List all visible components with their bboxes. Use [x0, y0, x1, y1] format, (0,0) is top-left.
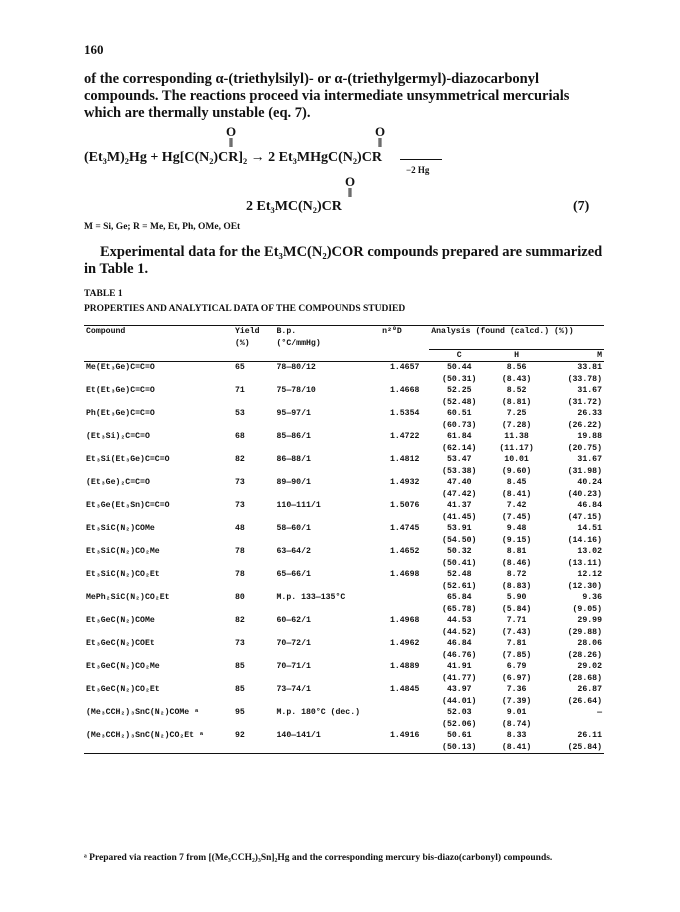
arrow-label: −2 Hg [406, 165, 430, 175]
cell-empty [275, 535, 381, 547]
cell-h-found: 8.33 [506, 731, 527, 740]
reaction-arrow [400, 159, 442, 160]
cell-bp: 70—71/1 [276, 662, 311, 671]
cell-empty [275, 374, 381, 386]
table-row [84, 638, 604, 650]
cell-c-calcd: (44.01) [442, 696, 477, 706]
cell-empty [380, 420, 429, 432]
equation-legend: M = Si, Ge; R = Me, Et, Ph, OMe, OEt [84, 222, 241, 232]
cell-bp: 95—97/1 [276, 409, 311, 418]
table-row-calcd [84, 466, 604, 478]
table-row [84, 615, 604, 627]
cell-h-found: 8.72 [506, 570, 527, 579]
cell-compound: Et₃GeC(N₂)COMe [86, 616, 155, 625]
cell-nd: 1.5354 [389, 409, 420, 418]
table-row [84, 385, 604, 397]
table-row-calcd [84, 581, 604, 593]
properties-table [84, 325, 604, 754]
cell-nd: 1.4812 [389, 455, 420, 464]
cell-h-found: 10.01 [504, 455, 529, 464]
cell-compound: Et₃Ge(Et₃Sn)C=C=O [86, 501, 170, 510]
cell-empty [275, 443, 381, 455]
cell-empty [233, 604, 275, 616]
cell-m-found: — [597, 708, 602, 717]
cell-bp: 86—88/1 [276, 455, 311, 464]
cell-empty [233, 650, 275, 662]
cell-empty [233, 627, 275, 639]
cell-m-calcd: (47.15) [567, 512, 602, 522]
cell-c-found: 41.37 [446, 501, 472, 510]
cell-yield: 78 [234, 547, 245, 556]
table-row-calcd [84, 374, 604, 386]
cell-c-found: 52.25 [446, 386, 472, 395]
cell-empty [84, 650, 233, 662]
cell-yield: 95 [234, 708, 245, 717]
cell-m-found: 33.81 [577, 363, 602, 372]
cell-yield: 68 [234, 432, 245, 441]
cell-empty [380, 466, 429, 478]
cell-yield: 73 [234, 501, 245, 510]
cell-m-found: 12.12 [577, 570, 602, 579]
cell-m-found: 26.33 [577, 409, 602, 418]
carbonyl-o-1: O ‖ [225, 124, 237, 150]
cell-m-found: 29.99 [577, 616, 602, 625]
cell-nd [380, 707, 429, 719]
cell-empty [275, 742, 381, 754]
cell-bp: 140—141/1 [276, 731, 321, 740]
table-row-calcd [84, 604, 604, 616]
cell-empty [233, 466, 275, 478]
cell-bp: 85—86/1 [276, 432, 311, 441]
cell-empty [380, 719, 429, 731]
cell-h-calcd: (8.83) [501, 581, 532, 591]
cell-empty [84, 742, 233, 754]
header-compound: Compound [86, 327, 126, 336]
cell-nd: 1.4968 [389, 616, 420, 625]
cell-h-calcd: (8.74) [501, 719, 532, 729]
header-yield: Yield (%) [234, 327, 260, 348]
cell-bp: 70—72/1 [276, 639, 311, 648]
table-row [84, 569, 604, 581]
cell-h-calcd: (9.60) [501, 466, 532, 476]
cell-m-found: 26.11 [577, 731, 602, 740]
table-row [84, 477, 604, 489]
cell-empty [233, 673, 275, 685]
cell-empty [380, 535, 429, 547]
cell-m-calcd: (33.78) [567, 374, 602, 384]
cell-h-found: 8.45 [506, 478, 527, 487]
cell-empty [233, 696, 275, 708]
cell-empty [380, 742, 429, 754]
header-bp: B.p. (°C/mmHg) [276, 327, 321, 348]
cell-h-found: 7.71 [506, 616, 527, 625]
cell-empty [84, 696, 233, 708]
cell-empty [84, 581, 233, 593]
cell-compound: Et(Et₃Ge)C=C=O [86, 386, 155, 395]
cell-nd: 1.4657 [389, 363, 420, 372]
page-number: 160 [84, 42, 104, 57]
cell-h-found: 9.48 [506, 524, 527, 533]
cell-m-calcd: (26.22) [567, 420, 602, 430]
cell-m-found: 29.02 [577, 662, 602, 671]
cell-h-found: 8.56 [506, 363, 527, 372]
table-row-calcd [84, 673, 604, 685]
cell-m-calcd: (28.68) [567, 673, 602, 683]
cell-h-calcd: (7.45) [501, 512, 532, 522]
cell-nd: 1.4668 [389, 386, 420, 395]
cell-empty [233, 443, 275, 455]
cell-empty [275, 558, 381, 570]
cell-h-calcd: (7.85) [501, 650, 532, 660]
table-row [84, 546, 604, 558]
cell-empty [380, 558, 429, 570]
cell-empty [84, 558, 233, 570]
cell-empty [275, 627, 381, 639]
cell-m-calcd: (31.72) [567, 397, 602, 407]
cell-empty [380, 650, 429, 662]
cell-c-calcd: (41.77) [442, 673, 477, 683]
cell-c-calcd: (52.61) [442, 581, 477, 591]
cell-c-calcd: (50.13) [442, 742, 477, 752]
cell-nd: 1.4889 [389, 662, 420, 671]
cell-empty [84, 604, 233, 616]
cell-yield: 71 [234, 386, 245, 395]
cell-bp: 73—74/1 [276, 685, 311, 694]
cell-empty [84, 489, 233, 501]
cell-empty [380, 443, 429, 455]
cell-h-found: 5.90 [506, 593, 527, 602]
cell-m-calcd [544, 719, 604, 731]
cell-empty [275, 696, 381, 708]
intro-paragraph: of the corresponding α-(triethylsilyl)- or α-(triethylgermyl)-diazocarbonyl compounds. The reactions proceed via intermediate unsymmetrical mercurials which are thermally unstable (eq. 7). [84, 71, 570, 121]
cell-empty [84, 420, 233, 432]
table-row [84, 707, 604, 719]
table-row-calcd [84, 742, 604, 754]
header-nd: n²⁰D [382, 327, 402, 336]
table-row [84, 592, 604, 604]
cell-m-calcd: (14.16) [567, 535, 602, 545]
table-row [84, 408, 604, 420]
cell-c-found: 53.47 [446, 455, 472, 464]
cell-m-found: 28.06 [577, 639, 602, 648]
cell-empty [84, 719, 233, 731]
cell-empty [380, 489, 429, 501]
cell-m-found: 9.36 [582, 593, 602, 602]
cell-c-calcd: (52.06) [442, 719, 477, 729]
cell-empty [275, 650, 381, 662]
cell-empty [84, 673, 233, 685]
cell-empty [84, 512, 233, 524]
cell-bp: 60—62/1 [276, 616, 311, 625]
cell-compound: Et₃GeC(N₂)CO₂Me [86, 662, 160, 671]
cell-nd: 1.4698 [389, 570, 420, 579]
cell-h-calcd: (8.41) [501, 742, 532, 752]
cell-compound: Me(Et₃Ge)C=C=O [86, 363, 155, 372]
cell-h-calcd: (8.43) [501, 374, 532, 384]
cell-empty [84, 535, 233, 547]
cell-m-calcd: (9.05) [572, 604, 602, 614]
cell-nd: 1.4745 [389, 524, 420, 533]
carbonyl-o-3: O ‖ [344, 174, 356, 200]
cell-compound: MePh₂SiC(N₂)CO₂Et [86, 593, 170, 602]
cell-c-calcd: (65.78) [442, 604, 477, 614]
cell-c-calcd: (46.76) [442, 650, 477, 660]
cell-yield: 78 [234, 570, 245, 579]
cell-h-calcd: (7.43) [501, 627, 532, 637]
table-title: PROPERTIES AND ANALYTICAL DATA OF THE COMPOUNDS STUDIED [84, 304, 406, 314]
header-h: H [489, 349, 544, 362]
cell-compound: (Me₃CCH₂)₃SnC(N₂)CO₂Et ᵃ [86, 731, 204, 740]
cell-empty [275, 489, 381, 501]
cell-m-found: 13.02 [577, 547, 602, 556]
cell-bp: 63—64/2 [276, 547, 311, 556]
cell-c-calcd: (47.42) [442, 489, 477, 499]
cell-yield: 65 [234, 363, 245, 372]
cell-empty [275, 420, 381, 432]
cell-m-found: 31.67 [577, 386, 602, 395]
cell-m-found: 26.87 [577, 685, 602, 694]
cell-h-calcd: (8.41) [501, 489, 532, 499]
cell-c-found: 52.03 [446, 708, 472, 717]
cell-empty [275, 604, 381, 616]
cell-nd: 1.5076 [389, 501, 420, 510]
cell-empty [380, 512, 429, 524]
cell-yield: 48 [234, 524, 245, 533]
cell-yield: 80 [234, 593, 245, 602]
cell-empty [233, 397, 275, 409]
table-label: TABLE 1 [84, 289, 123, 299]
cell-c-calcd: (53.38) [442, 466, 477, 476]
table-row-calcd [84, 420, 604, 432]
cell-empty [380, 581, 429, 593]
cell-h-calcd: (11.17) [499, 443, 534, 453]
cell-m-found: 40.24 [577, 478, 602, 487]
cell-yield: 92 [234, 731, 245, 740]
table-row [84, 431, 604, 443]
cell-nd: 1.4916 [389, 731, 420, 740]
cell-compound: Et₃Si(Et₃Ge)C=C=O [86, 455, 170, 464]
cell-empty [275, 512, 381, 524]
cell-empty [233, 742, 275, 754]
cell-h-calcd: (8.81) [501, 397, 532, 407]
cell-c-calcd: (41.45) [442, 512, 477, 522]
cell-empty [233, 581, 275, 593]
table-row [84, 523, 604, 535]
cell-c-found: 61.84 [446, 432, 472, 441]
cell-c-calcd: (44.52) [442, 627, 477, 637]
table-row-calcd [84, 719, 604, 731]
cell-empty [233, 535, 275, 547]
table-row [84, 454, 604, 466]
cell-empty [84, 627, 233, 639]
cell-h-calcd: (7.28) [501, 420, 532, 430]
cell-compound: Et₃SiC(N₂)COMe [86, 524, 155, 533]
cell-empty [380, 696, 429, 708]
cell-m-found: 14.51 [577, 524, 602, 533]
cell-empty [275, 673, 381, 685]
cell-m-calcd: (29.88) [567, 627, 602, 637]
cell-empty [84, 374, 233, 386]
cell-empty [233, 558, 275, 570]
table-row-calcd [84, 696, 604, 708]
cell-yield: 85 [234, 685, 245, 694]
cell-c-found: 50.61 [446, 731, 472, 740]
cell-empty [380, 627, 429, 639]
table-row-calcd [84, 627, 604, 639]
cell-empty [233, 489, 275, 501]
cell-c-found: 46.84 [446, 639, 472, 648]
table-row-calcd [84, 558, 604, 570]
cell-yield: 82 [234, 616, 245, 625]
cell-m-calcd: (20.75) [567, 443, 602, 453]
cell-compound: Et₃GeC(N₂)COEt [86, 639, 155, 648]
cell-c-found: 50.44 [446, 363, 472, 372]
cell-empty [275, 581, 381, 593]
table-row-calcd [84, 397, 604, 409]
cell-h-calcd: (9.15) [501, 535, 532, 545]
cell-empty [84, 466, 233, 478]
cell-m-calcd: (13.11) [567, 558, 602, 568]
cell-yield: 53 [234, 409, 245, 418]
cell-h-found: 7.42 [506, 501, 527, 510]
cell-h-found: 7.36 [506, 685, 527, 694]
cell-empty [275, 466, 381, 478]
cell-h-found: 8.81 [506, 547, 527, 556]
cell-c-calcd: (50.41) [442, 558, 477, 568]
cell-yield: 73 [234, 478, 245, 487]
cell-empty [380, 397, 429, 409]
cell-m-calcd: (25.84) [567, 742, 602, 752]
cell-c-calcd: (52.48) [442, 397, 477, 407]
cell-h-calcd: (8.46) [501, 558, 532, 568]
cell-h-found: 7.81 [506, 639, 527, 648]
cell-m-found: 19.88 [577, 432, 602, 441]
cell-compound: Ph(Et₃Ge)C=C=O [86, 409, 155, 418]
cell-empty [233, 719, 275, 731]
cell-compound: (Me₃CCH₂)₃SnC(N₂)COMe ᵃ [86, 708, 200, 717]
equation-number: (7) [573, 199, 590, 214]
table-row-calcd [84, 512, 604, 524]
cell-empty [275, 397, 381, 409]
table-row [84, 661, 604, 673]
cell-m-calcd: (31.98) [567, 466, 602, 476]
table-row-calcd [84, 535, 604, 547]
cell-m-found: 31.67 [577, 455, 602, 464]
cell-bp: 75—78/10 [276, 386, 316, 395]
table-row-calcd [84, 489, 604, 501]
header-c: C [429, 349, 489, 362]
table-row [84, 730, 604, 742]
cell-empty [380, 374, 429, 386]
cell-empty [233, 420, 275, 432]
cell-m-calcd: (40.23) [567, 489, 602, 499]
cell-bp: 65—66/1 [276, 570, 311, 579]
cell-nd: 1.4652 [389, 547, 420, 556]
cell-c-calcd: (50.31) [442, 374, 477, 384]
cell-nd: 1.4932 [389, 478, 420, 487]
cell-yield: 82 [234, 455, 245, 464]
cell-empty [233, 512, 275, 524]
cell-h-calcd: (7.39) [501, 696, 532, 706]
table-row [84, 684, 604, 696]
cell-m-found: 46.84 [577, 501, 602, 510]
cell-bp: M.p. 180°C (dec.) [276, 708, 361, 717]
cell-c-found: 44.53 [446, 616, 472, 625]
paragraph-2: Experimental data for the Et₃MC(N₂)COR compounds prepared are summarized in Table 1. [84, 244, 603, 277]
cell-bp: 58—60/1 [276, 524, 311, 533]
cell-empty [380, 673, 429, 685]
cell-bp: 110—111/1 [276, 501, 321, 510]
cell-compound: (Et₃Ge)₂C=C=O [86, 478, 150, 487]
cell-compound: (Et₃Si)₂C=C=O [86, 432, 150, 441]
equation-line-2: 2 Et₃MC(N₂)CR [246, 199, 342, 214]
cell-empty [84, 443, 233, 455]
table-row [84, 362, 604, 374]
table-footnote: ᵃ Prepared via reaction 7 from [(Me₃CCH₂)₃Sn]₂Hg and the corresponding mercury bis-diazo(carbonyl) compounds. [84, 853, 553, 863]
cell-h-found: 11.38 [504, 432, 529, 441]
cell-empty [275, 719, 381, 731]
cell-compound: Et₃SiC(N₂)CO₂Me [86, 547, 160, 556]
cell-c-found: 47.40 [446, 478, 472, 487]
table-row [84, 500, 604, 512]
cell-m-calcd: (28.26) [567, 650, 602, 660]
cell-compound: Et₃GeC(N₂)CO₂Et [86, 685, 160, 694]
header-analysis: Analysis (found (calcd.) (%)) [431, 327, 574, 336]
cell-bp: 89—90/1 [276, 478, 311, 487]
cell-h-calcd: (5.84) [501, 604, 532, 614]
cell-c-found: 52.48 [446, 570, 472, 579]
cell-c-found: 65.84 [446, 593, 472, 602]
cell-compound: Et₃SiC(N₂)CO₂Et [86, 570, 160, 579]
table-row-calcd [84, 443, 604, 455]
cell-h-found: 9.01 [506, 708, 527, 717]
table-row-calcd [84, 650, 604, 662]
cell-c-calcd: (54.50) [442, 535, 477, 545]
cell-empty [84, 397, 233, 409]
cell-h-found: 8.52 [506, 386, 527, 395]
cell-empty [233, 374, 275, 386]
cell-nd: 1.4722 [389, 432, 420, 441]
cell-bp: 78—80/12 [276, 363, 316, 372]
cell-nd: 1.4845 [389, 685, 420, 694]
cell-c-found: 41.91 [446, 662, 472, 671]
cell-h-found: 7.25 [506, 409, 527, 418]
cell-c-found: 53.91 [446, 524, 472, 533]
cell-m-calcd: (26.64) [567, 696, 602, 706]
cell-h-found: 6.79 [506, 662, 527, 671]
carbonyl-o-2: O ‖ [374, 124, 386, 150]
cell-yield: 85 [234, 662, 245, 671]
cell-c-found: 43.97 [446, 685, 472, 694]
cell-h-calcd: (6.97) [501, 673, 532, 683]
cell-m-calcd: (12.30) [567, 581, 602, 591]
cell-c-calcd: (62.14) [442, 443, 477, 453]
cell-yield: 73 [234, 639, 245, 648]
cell-bp: M.p. 133—135°C [276, 593, 346, 602]
header-m: M [544, 349, 604, 362]
cell-empty [380, 604, 429, 616]
cell-c-calcd: (60.73) [442, 420, 477, 430]
cell-c-found: 60.51 [446, 409, 472, 418]
cell-nd: 1.4962 [389, 639, 420, 648]
equation-line-1: (Et₃M)₂Hg + Hg[C(N₂)CR]₂ → 2 Et₃MHgC(N₂)CR [84, 150, 382, 165]
cell-c-found: 50.32 [446, 547, 472, 556]
cell-nd [380, 592, 429, 604]
